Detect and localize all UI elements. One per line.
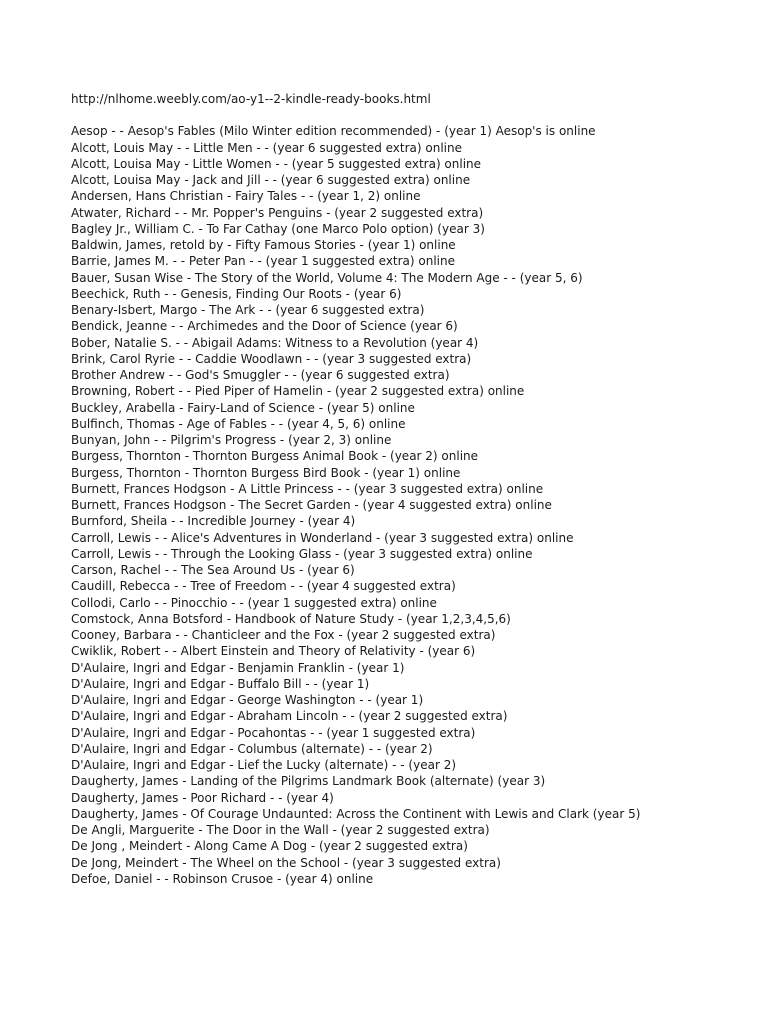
book-entry: D'Aulaire, Ingri and Edgar - Columbus (alternate) - - (year 2) bbox=[71, 741, 433, 756]
book-entry: Defoe, Daniel - - Robinson Crusoe - (year 4) online bbox=[71, 871, 374, 886]
book-entry: Burnford, Sheila - - Incredible Journey - (year 4) bbox=[71, 514, 356, 529]
book-entry: Bagley Jr., William C. - To Far Cathay (one Marco Polo option) (year 3) bbox=[71, 221, 485, 236]
book-entry: Burgess, Thornton - Thornton Burgess Animal Book - (year 2) online bbox=[71, 449, 479, 464]
blank-line bbox=[71, 107, 761, 123]
book-entry: Alcott, Louisa May - Little Women - - (year 5 suggested extra) online bbox=[71, 156, 482, 171]
book-entry: Alcott, Louis May - - Little Men - - (year 6 suggested extra) online bbox=[71, 140, 462, 155]
book-entry: Brink, Carol Ryrie - - Caddie Woodlawn - - (year 3 suggested extra) bbox=[71, 351, 472, 366]
book-entry: D'Aulaire, Ingri and Edgar - George Washington - - (year 1) bbox=[71, 693, 424, 707]
book-entry: De Jong , Meindert - Along Came A Dog - (year 2 suggested extra) bbox=[71, 839, 468, 854]
book-entry: D'Aulaire, Ingri and Edgar - Lief the Lucky (alternate) - - (year 2) bbox=[71, 758, 457, 772]
book-entry: Daugherty, James - Of Courage Undaunted: Across the Continent with Lewis and Clark (year 5) bbox=[71, 806, 641, 821]
book-entry: Bober, Natalie S. - - Abigail Adams: Witness to a Revolution (year 4) bbox=[71, 335, 479, 350]
book-entry: Cwiklik, Robert - - Albert Einstein and Theory of Relativity - (year 6) bbox=[71, 644, 476, 659]
book-entry: De Angli, Marguerite - The Door in the Wall - (year 2 suggested extra) bbox=[71, 823, 490, 837]
book-entry: Bauer, Susan Wise - The Story of the World, Volume 4: The Modern Age - - (year 5, 6) bbox=[71, 270, 583, 285]
book-entry: D'Aulaire, Ingri and Edgar - Benjamin Franklin - (year 1) bbox=[71, 660, 405, 675]
book-entry: Buckley, Arabella - Fairy-Land of Science - (year 5) online bbox=[71, 400, 415, 415]
book-entry: Carroll, Lewis - - Through the Looking Glass - (year 3 suggested extra) online bbox=[71, 546, 533, 561]
book-entry: Aesop - - Aesop's Fables (Milo Winter edition recommended) - (year 1) Aesop's is online bbox=[71, 124, 596, 139]
book-entry: Bulfinch, Thomas - Age of Fables - - (year 4, 5, 6) online bbox=[71, 416, 406, 431]
book-entry: Benary-Isbert, Margo - The Ark - - (year 6 suggested extra) bbox=[71, 303, 425, 317]
book-entry: Comstock, Anna Botsford - Handbook of Nature Study - (year 1,2,3,4,5,6) bbox=[71, 611, 511, 626]
book-entry: Burgess, Thornton - Thornton Burgess Bird Book - (year 1) online bbox=[71, 465, 461, 480]
book-entry: Alcott, Louisa May - Jack and Jill - - (year 6 suggested extra) online bbox=[71, 173, 471, 187]
book-entry: Baldwin, James, retold by - Fifty Famous Stories - (year 1) online bbox=[71, 238, 456, 252]
book-entry: Bendick, Jeanne - - Archimedes and the Door of Science (year 6) bbox=[71, 319, 458, 334]
book-entry: Beechick, Ruth - - Genesis, Finding Our Roots - (year 6) bbox=[71, 286, 402, 301]
book-entry: Daugherty, James - Landing of the Pilgrims Landmark Book (alternate) (year 3) bbox=[71, 774, 546, 789]
book-entry: Caudill, Rebecca - - Tree of Freedom - - (year 4 suggested extra) bbox=[71, 579, 456, 594]
book-list bbox=[71, 123, 761, 887]
source-url: http://nlhome.weebly.com/ao-y1--2-kindle-ready-books.html bbox=[71, 92, 431, 106]
book-entry: D'Aulaire, Ingri and Edgar - Pocahontas - - (year 1 suggested extra) bbox=[71, 725, 476, 740]
document-page bbox=[71, 91, 761, 887]
book-entry: Carroll, Lewis - - Alice's Adventures in Wonderland - (year 3 suggested extra) online bbox=[71, 530, 574, 545]
book-entry: D'Aulaire, Ingri and Edgar - Abraham Lincoln - - (year 2 suggested extra) bbox=[71, 709, 508, 724]
book-entry: Browning, Robert - - Pied Piper of Hamelin - (year 2 suggested extra) online bbox=[71, 384, 525, 399]
book-entry: Cooney, Barbara - - Chanticleer and the Fox - (year 2 suggested extra) bbox=[71, 628, 496, 642]
book-entry: Collodi, Carlo - - Pinocchio - - (year 1 suggested extra) online bbox=[71, 595, 437, 610]
book-entry: De Jong, Meindert - The Wheel on the School - (year 3 suggested extra) bbox=[71, 855, 501, 870]
book-entry: Atwater, Richard - - Mr. Popper's Penguins - (year 2 suggested extra) bbox=[71, 205, 484, 220]
book-entry: Brother Andrew - - God's Smuggler - - (year 6 suggested extra) bbox=[71, 368, 450, 382]
book-entry: Andersen, Hans Christian - Fairy Tales - - (year 1, 2) online bbox=[71, 189, 421, 204]
book-entry: Burnett, Frances Hodgson - A Little Princess - - (year 3 suggested extra) online bbox=[71, 481, 544, 496]
book-entry: Daugherty, James - Poor Richard - - (year 4) bbox=[71, 790, 334, 805]
book-entry: Carson, Rachel - - The Sea Around Us - (year 6) bbox=[71, 563, 355, 577]
book-entry: Burnett, Frances Hodgson - The Secret Garden - (year 4 suggested extra) online bbox=[71, 498, 552, 512]
book-entry: D'Aulaire, Ingri and Edgar - Buffalo Bill - - (year 1) bbox=[71, 676, 370, 691]
book-entry: Bunyan, John - - Pilgrim's Progress - (year 2, 3) online bbox=[71, 433, 392, 447]
book-entry: Barrie, James M. - - Peter Pan - - (year 1 suggested extra) online bbox=[71, 254, 456, 269]
